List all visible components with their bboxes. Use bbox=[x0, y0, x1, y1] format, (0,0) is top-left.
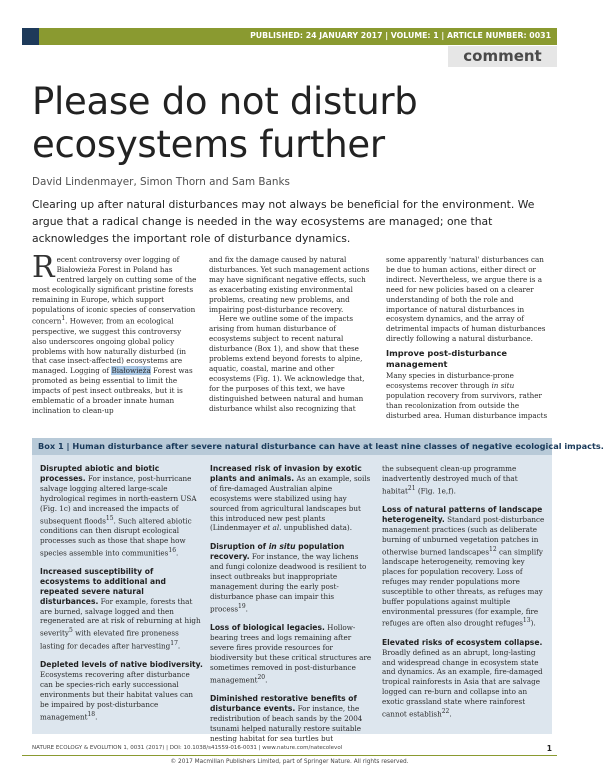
box-item-text: As an example, soils of fire-damaged Australian alpine ecosystems were stabilized using hay sourced from agricultural landscapes but this introduced new pest plants (Lindenmayer bbox=[210, 473, 371, 533]
box-item-text: Standard post-disturbance management practices (such as deliberate burning of unburned vegetation patches in otherwise burned landscapes bbox=[382, 515, 545, 557]
body-text: Many species in disturbance-prone ecosystems recover through bbox=[386, 371, 514, 391]
box-item-text: . bbox=[177, 641, 181, 651]
box-item-text: . bbox=[245, 604, 248, 614]
subheading: Improve post-disturbance management bbox=[386, 348, 508, 370]
page-footer bbox=[32, 745, 552, 751]
copyright: © 2017 Macmillan Publishers Limited, part of Springer Nature. All rights reserved. bbox=[170, 759, 409, 765]
citation: 16 bbox=[168, 546, 177, 554]
footer-rule bbox=[22, 755, 557, 756]
box-item bbox=[382, 464, 546, 496]
box-item-heading: Disrupted abiotic and biotic processes. bbox=[40, 464, 160, 483]
box-item-text: Broadly defined as an abrupt, long-lasting and widespread change in ecosystem state and dynamics. As an example, fire-damaged tropical rainforests in Asia that are salvage logged can re-burn and collapse into an exotic grassland state where rainforest cannot establish bbox=[382, 647, 543, 719]
box-item-heading: Loss of biological legacies. bbox=[210, 623, 325, 633]
box-column-1 bbox=[40, 464, 204, 731]
header-bar bbox=[22, 28, 557, 45]
journal-citation: NATURE ECOLOGY & EVOLUTION 1, 0031 (2017) | DOI: 10.1038/s41559-016-0031 | www.nature.com/natecolevol bbox=[32, 745, 343, 751]
box-item-text: For instance, the way lichens and fungi colonize deadwood is resilient to insect outbreaks but inappropriate management during the early post-disturbance phase can impair this process bbox=[210, 552, 367, 614]
drop-cap: R bbox=[32, 250, 55, 285]
body-paragraph bbox=[32, 250, 197, 416]
heading-italic: in situ bbox=[268, 542, 296, 552]
box-item-text: For instance, post-hurricane salvage logging altered large-scale hydrological regimes in north-eastern USA (Fig. 1c) and increased the impacts of subsequent floods bbox=[40, 473, 197, 525]
body-column-1 bbox=[32, 250, 197, 416]
box-item-heading: Increased susceptibility of ecosystems to additional and repeated severe natural disturbances. bbox=[40, 566, 166, 606]
box-item-text: with elevated fire proneness lasting for decades after harvesting bbox=[40, 628, 179, 651]
body-paragraph bbox=[386, 371, 551, 421]
heading-text: Disruption of bbox=[210, 542, 269, 552]
body-text: population recovery from survivors, rather than recolonization from outside the disturbed area. Human disturbance impacts bbox=[386, 390, 548, 420]
box-1 bbox=[32, 438, 604, 743]
box-item-heading: Elevated risks of ecosystem collapse. bbox=[382, 637, 543, 647]
box-item-heading: Loss of natural patterns of landscape heterogeneity. bbox=[382, 505, 543, 525]
citation: 21 bbox=[407, 484, 416, 492]
box-item-heading: Depleted levels of native biodiversity. bbox=[40, 659, 203, 669]
body-text: ecent controversy over logging of Białowieża Forest in Poland has centred largely on cutting some of the most ecologically significant pristine forests remaining in Europe, which support populations of iconic species of conservation concern bbox=[32, 255, 197, 326]
box-item bbox=[210, 623, 374, 685]
box-column-2 bbox=[210, 464, 374, 752]
box-item bbox=[382, 505, 546, 629]
citation: 5 bbox=[68, 627, 73, 635]
citation: 19 bbox=[238, 602, 246, 610]
box-item-text: . Such altered abiotic conditions can then disrupt ecological processes such as those that shape how species assemble into communities bbox=[40, 515, 192, 558]
body-column-2 bbox=[209, 255, 374, 414]
heading-text: population recovery. bbox=[210, 542, 345, 562]
body-text: Forest was promoted as being essential to limit the impacts of pest insect outbreaks, but it is emblematic of a broader innate human inclination to clean-up bbox=[32, 366, 193, 415]
box-item bbox=[40, 567, 204, 651]
citation: 20 bbox=[257, 673, 266, 681]
citation: 13 bbox=[522, 617, 531, 625]
box-item-text: . bbox=[176, 548, 179, 558]
body-paragraph: some apparently 'natural' disturbances can be due to human actions, either direct or indirect. Nevertheless, we argue there is a need for new policies based on a clearer understanding of both the role and importance of natural disturbances in ecosystem dynamics, and the array of detrimental impacts of human disturbances directly following a natural disturbance. bbox=[386, 255, 546, 344]
highlighted-text[interactable]: Białowieża bbox=[111, 366, 151, 376]
title-line-1: Please do not disturb bbox=[32, 80, 418, 123]
box-item-text: For instance, the redistribution of beach sands by the 2004 tsunami helped naturally restore suitable nesting habitat for sea turtles but bbox=[210, 703, 363, 743]
box-item-text: . bbox=[95, 711, 98, 721]
box-item-heading: Increased risk of invasion by exotic plants and animals. bbox=[210, 464, 362, 483]
box-item-text: For example, forests that are burned, salvage logged and then regenerated are at risk of reburning at high severity bbox=[40, 596, 201, 638]
box-item-heading: Diminished restorative benefits of disturbance events. bbox=[210, 693, 357, 713]
box-item bbox=[210, 542, 374, 614]
italic-text: et al. bbox=[263, 523, 282, 533]
citation: 1 bbox=[61, 315, 66, 323]
box-item-text: Hollow-bearing trees and logs remaining after severe fires provide resources for biodiversity but these critical structures are sometimes removed in post-disturbance management bbox=[210, 623, 372, 684]
box-column-3 bbox=[382, 464, 546, 728]
box-title: Box 1 | Human disturbance after severe natural disturbance can have at least nine classes of negative ecological impacts. bbox=[38, 441, 604, 451]
article-title bbox=[32, 80, 417, 166]
citation: 15 bbox=[105, 514, 114, 522]
body-text: . However, from an ecological perspective, we suggest this controversy also underscores ongoing global policy problems with how naturally disturbed (in that case insect-affected) ecosystems are managed. Logging of bbox=[32, 316, 187, 376]
citation: 18 bbox=[87, 710, 96, 718]
box-item bbox=[40, 464, 204, 558]
box-item bbox=[210, 464, 374, 533]
page-number: 1 bbox=[546, 744, 552, 753]
box-item-text: unpublished data). bbox=[281, 523, 352, 533]
box-header bbox=[32, 438, 604, 455]
authors: David Lindenmayer, Simon Thorn and Sam Banks bbox=[32, 176, 290, 188]
italic-text: in situ bbox=[491, 381, 515, 391]
box-item-text: (Fig. 1e,f). bbox=[415, 486, 456, 496]
citation: 22 bbox=[441, 708, 450, 716]
body-paragraph: and fix the damage caused by natural disturbances. Yet such management actions may have significant negative effects, such as exacerbating existing environmental problems, creating new problems, and impairing post-disturbance recovery. bbox=[209, 255, 370, 314]
box-item-text: Ecosystems recovering after disturbance can be species-rich early successional environments but their habitat values can be impaired by post-disturbance management bbox=[40, 669, 193, 721]
box-item bbox=[40, 660, 204, 722]
header-accent-block bbox=[22, 28, 39, 45]
box-item bbox=[382, 638, 546, 720]
body-column-3 bbox=[386, 255, 551, 421]
standfirst: Clearing up after natural disturbances may not always be beneficial for the environment. We argue that a radical change is needed in the way ecosystems are managed; one that acknowledges the important role of disturbance dynamics. bbox=[32, 198, 535, 245]
citation: 12 bbox=[489, 545, 497, 553]
body-columns bbox=[32, 250, 552, 435]
section-label: comment bbox=[448, 46, 557, 67]
box-item-text: . bbox=[449, 709, 452, 719]
citation: 17 bbox=[170, 639, 178, 647]
box-item bbox=[210, 694, 374, 744]
title-line-2: ecosystems further bbox=[32, 123, 385, 166]
body-paragraph: Here we outline some of the impacts arising from human disturbance of ecosystems subject to recent natural disturbance (Box 1), and show that these problems extend beyond forests to alpine, aquatic, coastal, marine and other ecosystems (Fig. 1). We acknowledge that, for the purposes of this text, we have distinguished between natural and human disturbance whilst also recognizing that bbox=[209, 314, 365, 413]
box-item-text: ). bbox=[530, 618, 536, 628]
box-item-text: the subsequent clean-up programme inadvertently destroyed much of that habitat bbox=[382, 464, 518, 496]
publication-info: PUBLISHED: 24 JANUARY 2017 | VOLUME: 1 | ARTICLE NUMBER: 0031 bbox=[250, 31, 551, 40]
box-item-text: can simplify landscape heterogeneity, removing key places for population recovery. Loss of refuges may render populations more susceptible to other threats, as refuges may buffer populations against multiple environmental pressures (for example, fire refuges are often also drought refuges bbox=[382, 547, 543, 628]
box-item-text: . bbox=[265, 675, 268, 684]
